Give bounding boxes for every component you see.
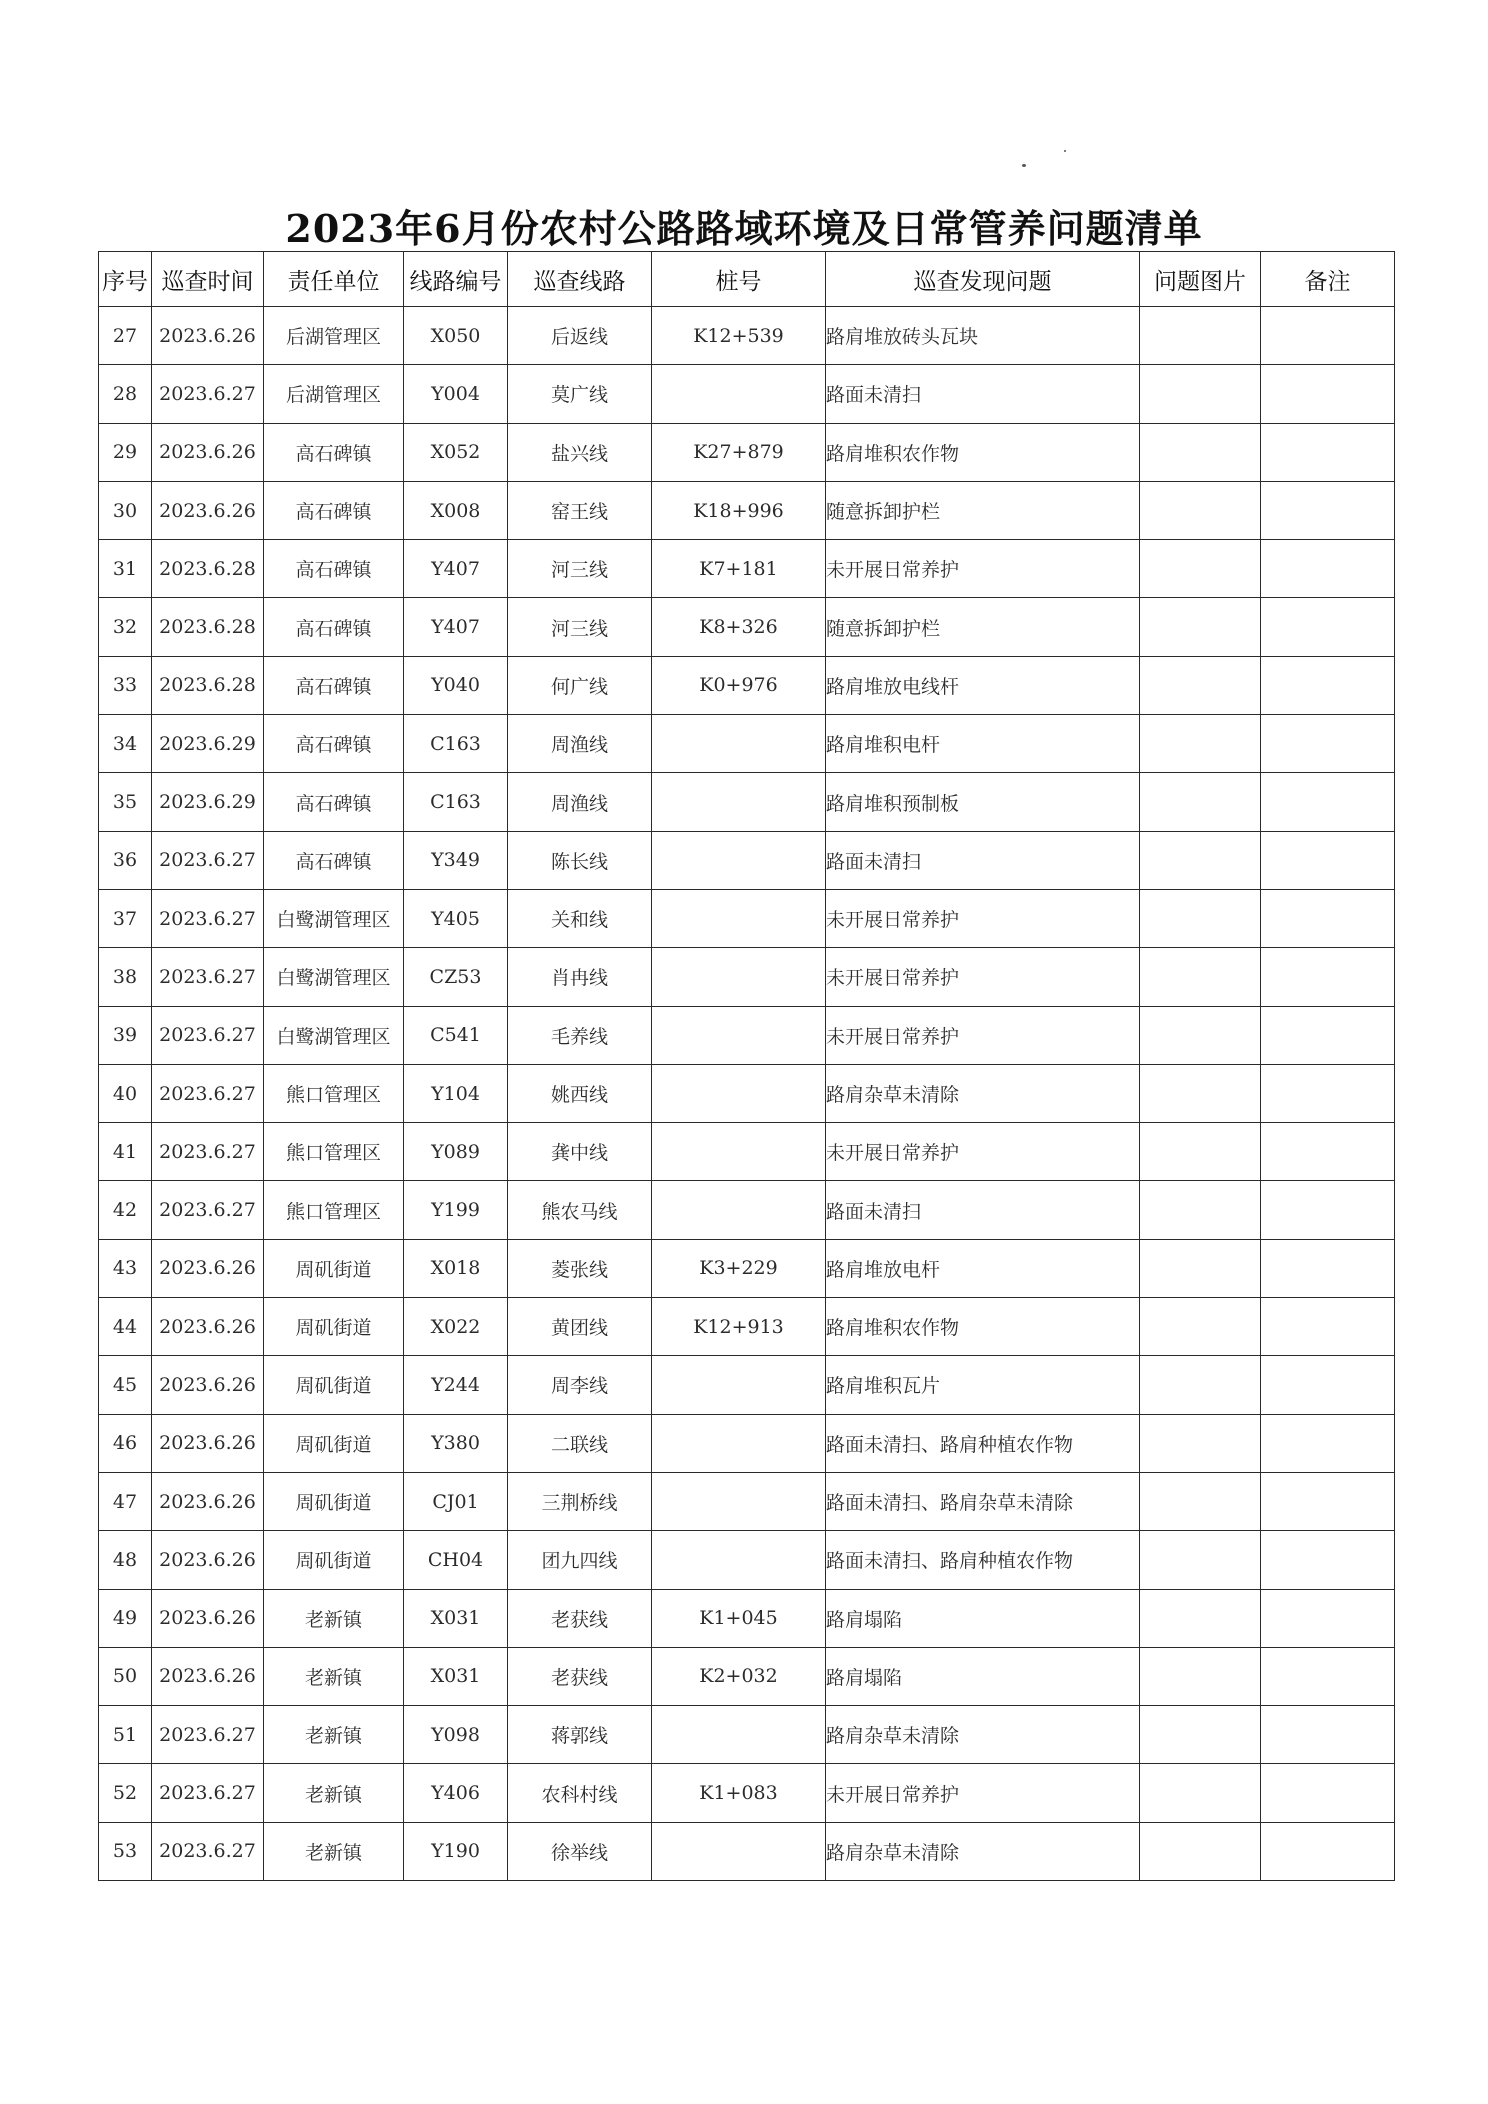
cell-seq: 40: [99, 1064, 152, 1122]
cell-issue: 路面未清扫、路肩种植农作物: [826, 1531, 1140, 1589]
cell-stake: [652, 1006, 826, 1064]
cell-stake: [652, 1123, 826, 1181]
cell-stake: [652, 773, 826, 831]
cell-seq: 35: [99, 773, 152, 831]
cell-issue: 路肩堆积瓦片: [826, 1356, 1140, 1414]
cell-remarks: [1261, 1414, 1395, 1472]
cell-unit: 熊口管理区: [264, 1064, 404, 1122]
table-row: [99, 1298, 1395, 1356]
cell-route-code: Y089: [404, 1123, 508, 1181]
cell-route-code: Y349: [404, 831, 508, 889]
scan-speck: [1022, 164, 1026, 167]
cell-issue: 未开展日常养护: [826, 889, 1140, 947]
table-row: [99, 1706, 1395, 1764]
cell-route-name: 蒋郭线: [508, 1706, 652, 1764]
cell-remarks: [1261, 540, 1395, 598]
cell-issue: 路肩堆积农作物: [826, 423, 1140, 481]
cell-stake: K1+045: [652, 1589, 826, 1647]
cell-date: 2023.6.26: [152, 1472, 264, 1530]
cell-date: 2023.6.27: [152, 1706, 264, 1764]
header-issue-found: 巡查发现问题: [826, 252, 1140, 307]
header-route-code: 线路编号: [404, 252, 508, 307]
cell-route-name: 周李线: [508, 1356, 652, 1414]
cell-seq: 37: [99, 889, 152, 947]
cell-remarks: [1261, 1531, 1395, 1589]
table-row: [99, 598, 1395, 656]
cell-route-code: CH04: [404, 1531, 508, 1589]
table-row: [99, 481, 1395, 539]
cell-route-name: 周渔线: [508, 715, 652, 773]
cell-date: 2023.6.27: [152, 1764, 264, 1822]
cell-photo: [1140, 307, 1261, 365]
cell-remarks: [1261, 598, 1395, 656]
cell-unit: 周矶街道: [264, 1531, 404, 1589]
cell-remarks: [1261, 1239, 1395, 1297]
cell-issue: 未开展日常养护: [826, 1764, 1140, 1822]
cell-photo: [1140, 423, 1261, 481]
cell-stake: [652, 1472, 826, 1530]
header-seq: 序号: [99, 252, 152, 307]
cell-unit: 高石碑镇: [264, 423, 404, 481]
cell-route-name: 黄团线: [508, 1298, 652, 1356]
cell-date: 2023.6.27: [152, 831, 264, 889]
cell-route-code: C163: [404, 715, 508, 773]
cell-seq: 48: [99, 1531, 152, 1589]
cell-photo: [1140, 365, 1261, 423]
cell-unit: 高石碑镇: [264, 481, 404, 539]
cell-date: 2023.6.27: [152, 365, 264, 423]
table-row: [99, 1123, 1395, 1181]
cell-stake: K0+976: [652, 656, 826, 714]
cell-photo: [1140, 1414, 1261, 1472]
cell-remarks: [1261, 773, 1395, 831]
cell-remarks: [1261, 1647, 1395, 1705]
cell-seq: 34: [99, 715, 152, 773]
cell-seq: 46: [99, 1414, 152, 1472]
cell-route-code: Y199: [404, 1181, 508, 1239]
cell-unit: 老新镇: [264, 1822, 404, 1880]
cell-unit: 老新镇: [264, 1589, 404, 1647]
cell-date: 2023.6.28: [152, 656, 264, 714]
cell-remarks: [1261, 1589, 1395, 1647]
cell-unit: 白鹭湖管理区: [264, 889, 404, 947]
header-row: [99, 252, 1395, 307]
cell-photo: [1140, 598, 1261, 656]
cell-remarks: [1261, 889, 1395, 947]
cell-seq: 38: [99, 948, 152, 1006]
cell-issue: 未开展日常养护: [826, 540, 1140, 598]
cell-route-name: 农科村线: [508, 1764, 652, 1822]
cell-unit: 熊口管理区: [264, 1181, 404, 1239]
cell-route-code: X008: [404, 481, 508, 539]
cell-seq: 30: [99, 481, 152, 539]
header-responsible-unit: 责任单位: [264, 252, 404, 307]
cell-remarks: [1261, 1822, 1395, 1880]
cell-stake: K12+913: [652, 1298, 826, 1356]
cell-photo: [1140, 1123, 1261, 1181]
cell-unit: 老新镇: [264, 1647, 404, 1705]
cell-unit: 高石碑镇: [264, 656, 404, 714]
cell-date: 2023.6.26: [152, 1589, 264, 1647]
cell-issue: 路面未清扫、路肩杂草未清除: [826, 1472, 1140, 1530]
cell-route-code: Y244: [404, 1356, 508, 1414]
cell-date: 2023.6.26: [152, 1298, 264, 1356]
cell-route-code: X031: [404, 1647, 508, 1705]
cell-route-code: Y040: [404, 656, 508, 714]
table-row: [99, 1006, 1395, 1064]
cell-seq: 31: [99, 540, 152, 598]
cell-seq: 50: [99, 1647, 152, 1705]
header-stake-number: 桩号: [652, 252, 826, 307]
cell-issue: 路肩塌陷: [826, 1647, 1140, 1705]
cell-stake: K12+539: [652, 307, 826, 365]
cell-issue: 路肩堆放砖头瓦块: [826, 307, 1140, 365]
scan-speck: [1064, 150, 1066, 152]
cell-date: 2023.6.26: [152, 481, 264, 539]
cell-issue: 路面未清扫: [826, 1181, 1140, 1239]
cell-route-name: 何广线: [508, 656, 652, 714]
cell-seq: 42: [99, 1181, 152, 1239]
cell-date: 2023.6.27: [152, 1822, 264, 1880]
cell-route-code: Y407: [404, 598, 508, 656]
cell-issue: 随意拆卸护栏: [826, 481, 1140, 539]
table-row: [99, 1414, 1395, 1472]
cell-date: 2023.6.29: [152, 715, 264, 773]
cell-remarks: [1261, 481, 1395, 539]
cell-stake: [652, 1414, 826, 1472]
cell-unit: 高石碑镇: [264, 598, 404, 656]
cell-date: 2023.6.26: [152, 423, 264, 481]
cell-issue: 路肩杂草未清除: [826, 1822, 1140, 1880]
cell-route-code: Y004: [404, 365, 508, 423]
cell-stake: [652, 365, 826, 423]
cell-date: 2023.6.26: [152, 1239, 264, 1297]
cell-date: 2023.6.26: [152, 1647, 264, 1705]
cell-route-code: CJ01: [404, 1472, 508, 1530]
table-header: [99, 252, 1395, 307]
cell-route-name: 河三线: [508, 540, 652, 598]
cell-unit: 老新镇: [264, 1764, 404, 1822]
cell-issue: 路面未清扫: [826, 365, 1140, 423]
cell-date: 2023.6.27: [152, 889, 264, 947]
cell-stake: [652, 715, 826, 773]
cell-seq: 53: [99, 1822, 152, 1880]
table-row: [99, 1181, 1395, 1239]
header-route-name: 巡查线路: [508, 252, 652, 307]
cell-unit: 后湖管理区: [264, 307, 404, 365]
cell-photo: [1140, 715, 1261, 773]
cell-issue: 路肩堆放电线杆: [826, 656, 1140, 714]
cell-photo: [1140, 1531, 1261, 1589]
cell-route-code: X031: [404, 1589, 508, 1647]
cell-route-code: Y104: [404, 1064, 508, 1122]
cell-remarks: [1261, 1472, 1395, 1530]
cell-seq: 33: [99, 656, 152, 714]
table-row: [99, 715, 1395, 773]
cell-date: 2023.6.27: [152, 1123, 264, 1181]
cell-remarks: [1261, 831, 1395, 889]
cell-issue: 路面未清扫、路肩种植农作物: [826, 1414, 1140, 1472]
table-row: [99, 831, 1395, 889]
table-row: [99, 1647, 1395, 1705]
cell-remarks: [1261, 948, 1395, 1006]
cell-stake: [652, 1822, 826, 1880]
cell-unit: 老新镇: [264, 1706, 404, 1764]
cell-remarks: [1261, 365, 1395, 423]
table-row: [99, 948, 1395, 1006]
cell-photo: [1140, 1181, 1261, 1239]
cell-issue: 路肩堆积农作物: [826, 1298, 1140, 1356]
cell-issue: 路肩杂草未清除: [826, 1706, 1140, 1764]
table-row: [99, 1822, 1395, 1880]
cell-seq: 29: [99, 423, 152, 481]
cell-stake: K18+996: [652, 481, 826, 539]
cell-unit: 高石碑镇: [264, 831, 404, 889]
cell-route-code: X018: [404, 1239, 508, 1297]
header-issue-photo: 问题图片: [1140, 252, 1261, 307]
cell-photo: [1140, 1822, 1261, 1880]
cell-route-name: 后返线: [508, 307, 652, 365]
cell-seq: 45: [99, 1356, 152, 1414]
cell-stake: [652, 831, 826, 889]
cell-date: 2023.6.29: [152, 773, 264, 831]
cell-photo: [1140, 540, 1261, 598]
cell-remarks: [1261, 1764, 1395, 1822]
cell-route-name: 老获线: [508, 1647, 652, 1705]
cell-unit: 后湖管理区: [264, 365, 404, 423]
cell-photo: [1140, 1356, 1261, 1414]
table-row: [99, 365, 1395, 423]
cell-date: 2023.6.27: [152, 1064, 264, 1122]
cell-remarks: [1261, 1064, 1395, 1122]
table-row: [99, 1589, 1395, 1647]
cell-remarks: [1261, 1706, 1395, 1764]
table-row: [99, 1531, 1395, 1589]
cell-route-code: Y406: [404, 1764, 508, 1822]
cell-remarks: [1261, 656, 1395, 714]
issues-table: [98, 251, 1395, 1881]
cell-route-name: 菱张线: [508, 1239, 652, 1297]
cell-photo: [1140, 1472, 1261, 1530]
cell-unit: 白鹭湖管理区: [264, 948, 404, 1006]
table-row: [99, 307, 1395, 365]
cell-route-name: 关和线: [508, 889, 652, 947]
cell-route-name: 徐举线: [508, 1822, 652, 1880]
cell-stake: K1+083: [652, 1764, 826, 1822]
cell-seq: 36: [99, 831, 152, 889]
cell-route-code: Y190: [404, 1822, 508, 1880]
cell-seq: 43: [99, 1239, 152, 1297]
cell-stake: K3+229: [652, 1239, 826, 1297]
cell-seq: 49: [99, 1589, 152, 1647]
table-row: [99, 540, 1395, 598]
cell-issue: 随意拆卸护栏: [826, 598, 1140, 656]
cell-date: 2023.6.27: [152, 1181, 264, 1239]
cell-photo: [1140, 1298, 1261, 1356]
cell-unit: 高石碑镇: [264, 715, 404, 773]
cell-route-name: 熊农马线: [508, 1181, 652, 1239]
cell-stake: K27+879: [652, 423, 826, 481]
cell-seq: 39: [99, 1006, 152, 1064]
cell-photo: [1140, 1006, 1261, 1064]
cell-route-code: Y405: [404, 889, 508, 947]
cell-stake: [652, 1531, 826, 1589]
cell-route-name: 窑王线: [508, 481, 652, 539]
cell-date: 2023.6.26: [152, 1531, 264, 1589]
cell-stake: [652, 1064, 826, 1122]
cell-unit: 周矶街道: [264, 1472, 404, 1530]
cell-seq: 51: [99, 1706, 152, 1764]
cell-route-name: 二联线: [508, 1414, 652, 1472]
header-remarks: 备注: [1261, 252, 1395, 307]
cell-photo: [1140, 1064, 1261, 1122]
cell-photo: [1140, 773, 1261, 831]
table-row: [99, 889, 1395, 947]
cell-seq: 28: [99, 365, 152, 423]
cell-remarks: [1261, 1006, 1395, 1064]
cell-issue: 未开展日常养护: [826, 1123, 1140, 1181]
cell-date: 2023.6.28: [152, 540, 264, 598]
cell-unit: 高石碑镇: [264, 540, 404, 598]
cell-issue: 路肩杂草未清除: [826, 1064, 1140, 1122]
cell-seq: 32: [99, 598, 152, 656]
cell-photo: [1140, 1647, 1261, 1705]
cell-date: 2023.6.27: [152, 948, 264, 1006]
cell-issue: 路面未清扫: [826, 831, 1140, 889]
cell-photo: [1140, 889, 1261, 947]
cell-route-code: CZ53: [404, 948, 508, 1006]
table-row: [99, 1239, 1395, 1297]
table-row: [99, 1064, 1395, 1122]
table-row: [99, 656, 1395, 714]
cell-unit: 周矶街道: [264, 1239, 404, 1297]
cell-route-name: 团九四线: [508, 1531, 652, 1589]
cell-route-name: 三荆桥线: [508, 1472, 652, 1530]
cell-route-code: C163: [404, 773, 508, 831]
cell-issue: 路肩堆积预制板: [826, 773, 1140, 831]
cell-route-code: C541: [404, 1006, 508, 1064]
cell-route-code: X022: [404, 1298, 508, 1356]
cell-photo: [1140, 481, 1261, 539]
cell-photo: [1140, 1239, 1261, 1297]
cell-issue: 未开展日常养护: [826, 948, 1140, 1006]
cell-remarks: [1261, 307, 1395, 365]
cell-issue: 路肩堆积电杆: [826, 715, 1140, 773]
cell-date: 2023.6.26: [152, 1414, 264, 1472]
cell-issue: 路肩塌陷: [826, 1589, 1140, 1647]
cell-photo: [1140, 1764, 1261, 1822]
cell-route-name: 陈长线: [508, 831, 652, 889]
cell-remarks: [1261, 1181, 1395, 1239]
cell-route-name: 姚西线: [508, 1064, 652, 1122]
cell-seq: 41: [99, 1123, 152, 1181]
cell-remarks: [1261, 1123, 1395, 1181]
cell-seq: 27: [99, 307, 152, 365]
cell-route-code: Y407: [404, 540, 508, 598]
cell-route-code: X052: [404, 423, 508, 481]
cell-remarks: [1261, 715, 1395, 773]
cell-seq: 44: [99, 1298, 152, 1356]
cell-issue: 未开展日常养护: [826, 1006, 1140, 1064]
cell-issue: 路肩堆放电杆: [826, 1239, 1140, 1297]
cell-stake: K7+181: [652, 540, 826, 598]
table-row: [99, 1356, 1395, 1414]
table-body: [99, 307, 1395, 1881]
cell-stake: [652, 1181, 826, 1239]
cell-photo: [1140, 1589, 1261, 1647]
cell-stake: [652, 1706, 826, 1764]
cell-stake: K2+032: [652, 1647, 826, 1705]
cell-route-code: Y380: [404, 1414, 508, 1472]
cell-route-name: 毛养线: [508, 1006, 652, 1064]
cell-date: 2023.6.27: [152, 1006, 264, 1064]
cell-unit: 白鹭湖管理区: [264, 1006, 404, 1064]
header-inspection-date: 巡查时间: [152, 252, 264, 307]
cell-route-name: 老获线: [508, 1589, 652, 1647]
cell-unit: 周矶街道: [264, 1356, 404, 1414]
cell-route-name: 龚中线: [508, 1123, 652, 1181]
table-row: [99, 423, 1395, 481]
cell-date: 2023.6.26: [152, 307, 264, 365]
cell-route-name: 周渔线: [508, 773, 652, 831]
table-row: [99, 1472, 1395, 1530]
cell-stake: K8+326: [652, 598, 826, 656]
cell-date: 2023.6.26: [152, 1356, 264, 1414]
cell-remarks: [1261, 1356, 1395, 1414]
cell-stake: [652, 948, 826, 1006]
cell-seq: 47: [99, 1472, 152, 1530]
table-row: [99, 773, 1395, 831]
cell-remarks: [1261, 1298, 1395, 1356]
cell-photo: [1140, 948, 1261, 1006]
cell-route-name: 莫广线: [508, 365, 652, 423]
cell-remarks: [1261, 423, 1395, 481]
cell-route-name: 河三线: [508, 598, 652, 656]
cell-route-name: 盐兴线: [508, 423, 652, 481]
cell-unit: 高石碑镇: [264, 773, 404, 831]
cell-unit: 周矶街道: [264, 1414, 404, 1472]
cell-photo: [1140, 1706, 1261, 1764]
cell-photo: [1140, 656, 1261, 714]
cell-seq: 52: [99, 1764, 152, 1822]
page-title: 2023年6月份农村公路路域环境及日常管养问题清单: [285, 206, 1203, 251]
cell-date: 2023.6.28: [152, 598, 264, 656]
cell-route-name: 肖冉线: [508, 948, 652, 1006]
cell-route-code: X050: [404, 307, 508, 365]
cell-photo: [1140, 831, 1261, 889]
cell-stake: [652, 889, 826, 947]
table-row: [99, 1764, 1395, 1822]
cell-route-code: Y098: [404, 1706, 508, 1764]
cell-stake: [652, 1356, 826, 1414]
cell-unit: 熊口管理区: [264, 1123, 404, 1181]
cell-unit: 周矶街道: [264, 1298, 404, 1356]
